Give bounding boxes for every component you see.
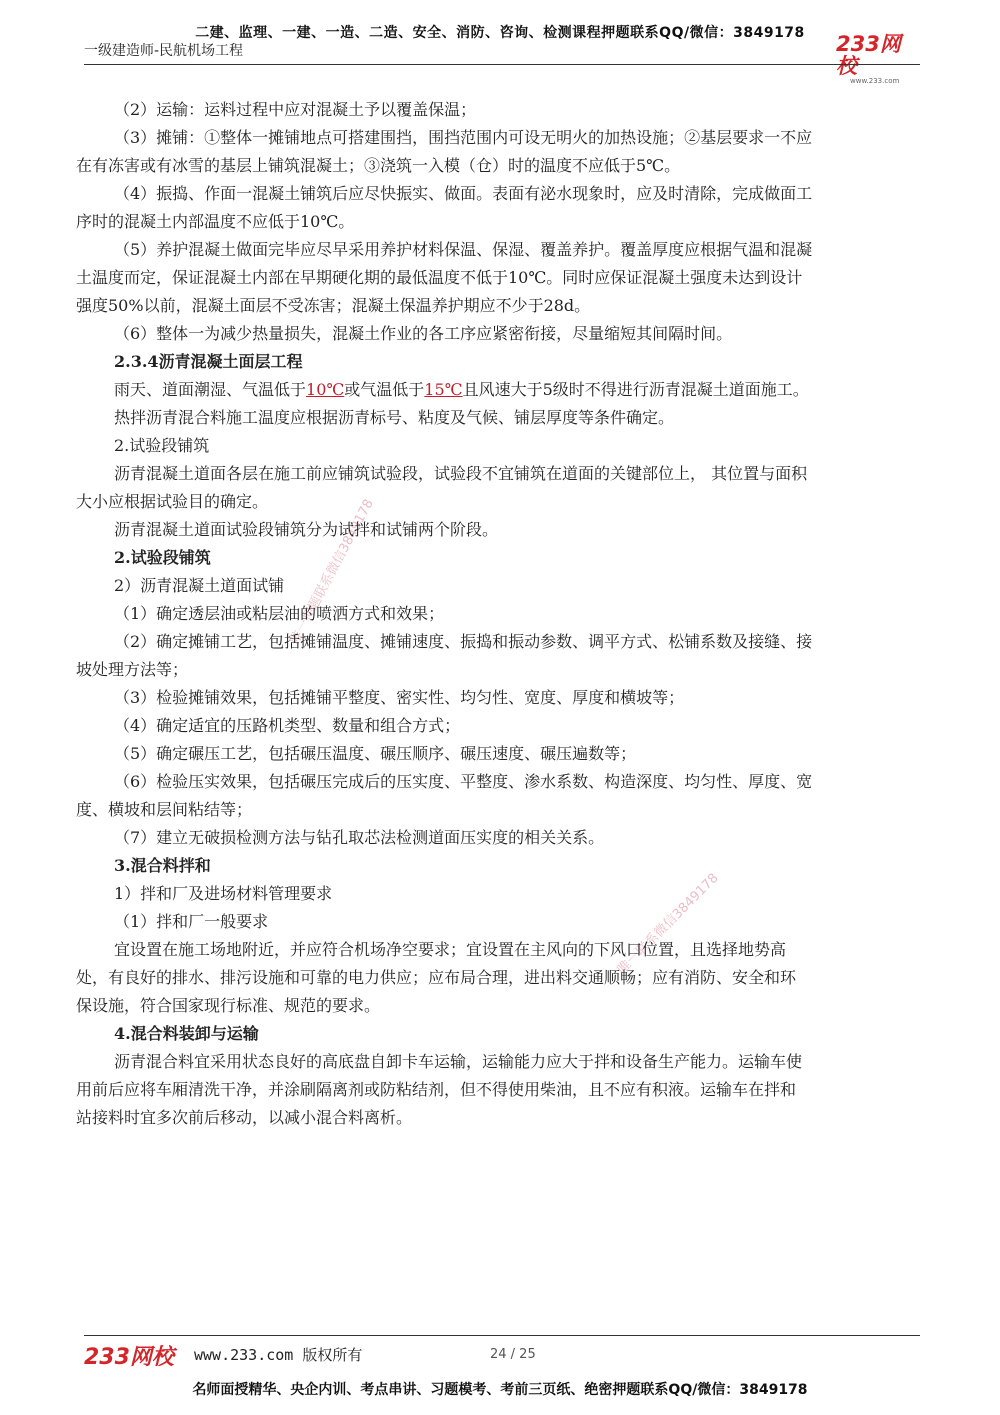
- top-contact-banner: 二建、监理、一建、一造、二造、安全、消防、咨询、检测课程押题联系QQ/微信：3849178: [195, 25, 805, 41]
- copyright-text: www.233.com 版权所有: [194, 1346, 363, 1364]
- paragraph-line: 保设施，符合国家现行标准、规范的要求。: [76, 996, 381, 1015]
- paragraph-line: 坡处理方法等；: [76, 660, 189, 679]
- paragraph-line: （5）确定碾压工艺，包括碾压温度、碾压顺序、碾压速度、碾压遍数等；: [114, 744, 637, 763]
- subsection-heading: 2.试验段铺筑: [114, 548, 211, 567]
- footer-divider: [84, 1335, 920, 1336]
- paragraph-line: （3）摊铺：①整体一摊铺地点可搭建围挡，围挡范围内可设无明火的加热设施；②基层要求一不应: [114, 128, 813, 147]
- watermark-1: 唯一押题联系微信3849178: [287, 496, 377, 647]
- subsection-heading: 4.混合料装卸与运输: [114, 1024, 259, 1043]
- paragraph-line: 1）拌和厂及进场材料管理要求: [114, 884, 333, 903]
- paragraph-line: 沥青混合料宜采用状态良好的高底盘自卸卡车运输，运输能力应大于拌和设备生产能力。运输车使: [114, 1052, 803, 1071]
- text-segment: 或气温低于: [344, 380, 425, 399]
- section-heading: 2.3.4沥青混凝土面层工程: [114, 352, 303, 371]
- highlight-temperature: 10℃: [306, 380, 345, 399]
- paragraph-line: 站接料时宜多次前后移动，以减小混合料离析。: [76, 1108, 413, 1127]
- paragraph-line: （6）检验压实效果，包括碾压完成后的压实度、平整度、渗水系数、构造深度、均匀性、厚度、宽: [114, 772, 813, 791]
- paragraph-line: 序时的混凝土内部温度不应低于10℃。: [76, 212, 355, 231]
- paragraph-line: [76, 376, 926, 404]
- paragraph-line: （1）确定透层油或粘层油的喷洒方式和效果；: [114, 604, 445, 623]
- subsection-heading: 3.混合料拌和: [114, 856, 211, 875]
- paragraph-line: （3）检验摊铺效果，包括摊铺平整度、密实性、均匀性、宽度、厚度和横坡等；: [114, 688, 685, 707]
- paragraph-line: （2）确定摊铺工艺，包括摊铺温度、摊铺速度、振捣和振动参数、调平方式、松铺系数及接缝、接: [114, 632, 813, 651]
- paragraph-line: （6）整体一为减少热量损失，混凝土作业的各工序应紧密衔接，尽量缩短其间隔时间。: [114, 324, 733, 343]
- paragraph-line: （5）养护混凝土做面完毕应尽早采用养护材料保温、保湿、覆盖养护。覆盖厚度应根据气温和混凝: [114, 240, 813, 259]
- subsection-heading: 2.试验段铺筑: [114, 436, 210, 455]
- paragraph-line: 宜设置在施工场地附近，并应符合机场净空要求；宜设置在主风向的下风口位置，且选择地势高: [114, 940, 787, 959]
- paragraph-line: 大小应根据试验目的确定。: [76, 492, 269, 511]
- brand-logo-top: [836, 32, 918, 85]
- bottom-contact-banner: 名师面授精华、央企内训、考点串讲、习题模考、考前三页纸、绝密押题联系QQ/微信：3849178: [192, 1382, 808, 1398]
- paragraph-line: 在有冻害或有冰雪的基层上铺筑混凝土；③浇筑一入模（仓）时的温度不应低于5℃。: [76, 156, 681, 175]
- text-segment: 雨天、道面潮湿、气温低于: [114, 380, 307, 399]
- logo-site-text: www.233.com: [850, 77, 900, 85]
- watermark-2: 唯一联系微信3849178: [614, 870, 722, 978]
- document-subtitle: 一级建造师-民航机场工程: [84, 43, 244, 59]
- paragraph-line: 沥青混凝土道面各层在施工前应铺筑试验段，试验段不宜铺筑在道面的关键部位上， 其位置与面积: [114, 464, 808, 483]
- logo-brand-text: 233网校: [836, 32, 901, 78]
- paragraph-line: 2）沥青混凝土道面试铺: [114, 576, 285, 595]
- page-number: 24 / 25: [490, 1347, 536, 1362]
- brand-logo-bottom: 233网校: [84, 1345, 174, 1370]
- paragraph-line: 度、横坡和层间粘结等；: [76, 800, 253, 819]
- paragraph-line: 处，有良好的排水、排污设施和可靠的电力供应；应布局合理，进出料交通顺畅；应有消防、安全和环: [76, 968, 797, 987]
- highlight-temperature: 15℃: [424, 380, 463, 399]
- paragraph-line: （1）拌和厂一般要求: [114, 912, 269, 931]
- paragraph-line: 沥青混凝土道面试验段铺筑分为试拌和试铺两个阶段。: [114, 520, 499, 539]
- paragraph-line: （4）确定适宜的压路机类型、数量和组合方式；: [114, 716, 461, 735]
- paragraph-line: （4）振捣、作面一混凝土铺筑后应尽快振实、做面。表面有泌水现象时，应及时清除，完成做面工: [114, 184, 813, 203]
- header-divider: [84, 64, 920, 65]
- paragraph-line: （7）建立无破损检测方法与钻孔取芯法检测道面压实度的相关关系。: [114, 828, 605, 847]
- paragraph-line: 热拌沥青混合料施工温度应根据沥青标号、粘度及气候、铺层厚度等条件确定。: [114, 408, 675, 427]
- paragraph-line: 用前后应将车厢清洗干净，并涂刷隔离剂或防粘结剂，但不得使用柴油，且不应有积液。运输车在拌和: [76, 1080, 797, 1099]
- paragraph-line: 土温度而定，保证混凝土内部在早期硬化期的最低温度不低于10℃。同时应保证混凝土强度未达到设计: [76, 268, 803, 287]
- document-body: [76, 96, 926, 1132]
- text-segment: 且风速大于5级时不得进行沥青混凝土道面施工。: [462, 380, 809, 399]
- paragraph-line: （2）运输：运料过程中应对混凝土予以覆盖保温；: [114, 100, 477, 119]
- paragraph-line: 强度50%以前，混凝土面层不受冻害；混凝土保温养护期应不少于28d。: [76, 296, 591, 315]
